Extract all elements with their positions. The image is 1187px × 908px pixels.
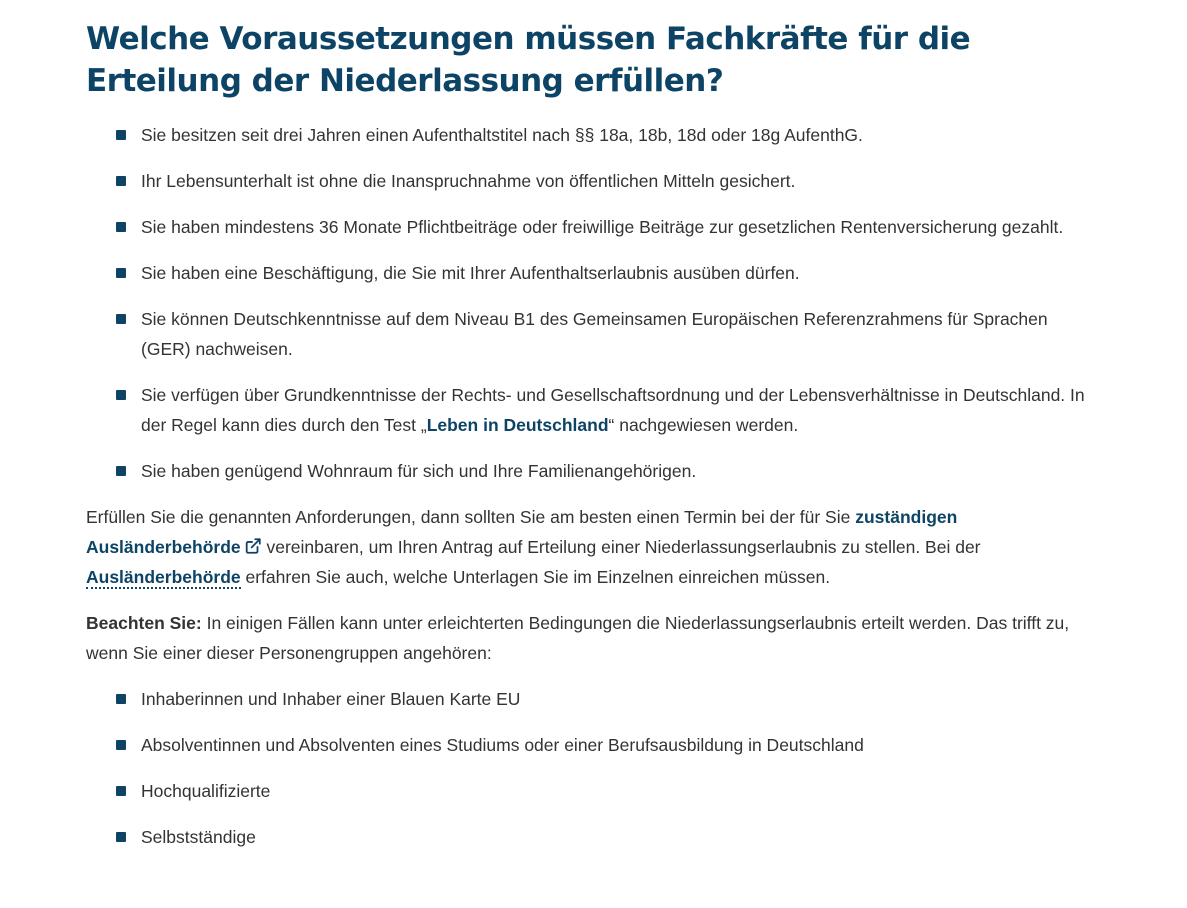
square-bullet-icon — [116, 176, 126, 186]
list-item: Sie haben mindestens 36 Monate Pflichtbeiträge oder freiwillige Beiträge zur gesetzlichen Rentenversicherung gezahlt. — [141, 212, 1096, 242]
list-item: Sie haben eine Beschäftigung, die Sie mit Ihrer Aufenthaltserlaubnis ausüben dürfen. — [141, 258, 1096, 288]
list-item: Inhaberinnen und Inhaber einer Blauen Karte EU — [141, 684, 1096, 714]
square-bullet-icon — [116, 314, 126, 324]
external-link-icon — [244, 537, 262, 555]
appointment-paragraph: Erfüllen Sie die genannten Anforderungen, dann sollten Sie am besten einen Termin bei der für Sie zuständigen Ausländerbehörde vereinbaren, um Ihren Antrag auf Erteilung einer Niederlassungserlaubnis zu stellen. Bei der Ausländerbehörde erfahren Sie auch, welche Unterlagen Sie im Einzelnen einreichen müssen. — [86, 507, 981, 587]
list-item: Absolventinnen und Absolventen eines Studiums oder einer Berufsausbildung in Deutschland — [141, 730, 1096, 760]
square-bullet-icon — [116, 832, 126, 842]
auslaenderbehoerde-glossary-link[interactable]: Ausländerbehörde — [86, 567, 241, 587]
square-bullet-icon — [116, 130, 126, 140]
square-bullet-icon — [116, 390, 126, 400]
square-bullet-icon — [116, 466, 126, 476]
list-item: Sie verfügen über Grundkenntnisse der Rechts- und Gesellschaftsordnung und der Lebensverhältnisse in Deutschland. In der Regel kann dies durch den Test „Leben in Deutschland“ nachgewiesen werden. — [141, 380, 1096, 440]
list-item: Ihr Lebensunterhalt ist ohne die Inanspruchnahme von öffentlichen Mitteln gesichert. — [141, 166, 1096, 196]
groups-list — [86, 684, 1096, 852]
page-title: Welche Voraussetzungen müssen Fachkräfte für die Erteilung der Niederlassung erfüllen? — [86, 21, 971, 99]
list-item: Selbstständige — [141, 822, 1096, 852]
note-paragraph: Beachten Sie: In einigen Fällen kann unter erleichterten Bedingungen die Niederlassungserlaubnis erteilt werden. Das trifft zu, wenn Sie einer dieser Personengruppen angehören: — [86, 613, 1070, 663]
list-item: Hochqualifizierte — [141, 776, 1096, 806]
zustaendige-auslaenderbehoerde-link[interactable]: zuständigen Ausländerbehörde — [86, 507, 958, 557]
square-bullet-icon — [116, 694, 126, 704]
leben-in-deutschland-link[interactable]: Leben in Deutschland — [426, 415, 609, 435]
note-label: Beachten Sie: — [86, 613, 202, 633]
square-bullet-icon — [116, 740, 126, 750]
square-bullet-icon — [116, 268, 126, 278]
square-bullet-icon — [116, 786, 126, 796]
list-item: Sie besitzen seit drei Jahren einen Aufenthaltstitel nach §§ 18a, 18b, 18d oder 18g AufenthG. — [141, 120, 1096, 150]
article-content — [86, 0, 1096, 852]
list-item: Sie haben genügend Wohnraum für sich und Ihre Familienangehörigen. — [141, 456, 1096, 486]
square-bullet-icon — [116, 222, 126, 232]
requirements-list — [86, 120, 1096, 486]
list-item: Sie können Deutschkenntnisse auf dem Niveau B1 des Gemeinsamen Europäischen Referenzrahmens für Sprachen (GER) nachweisen. — [141, 304, 1096, 364]
